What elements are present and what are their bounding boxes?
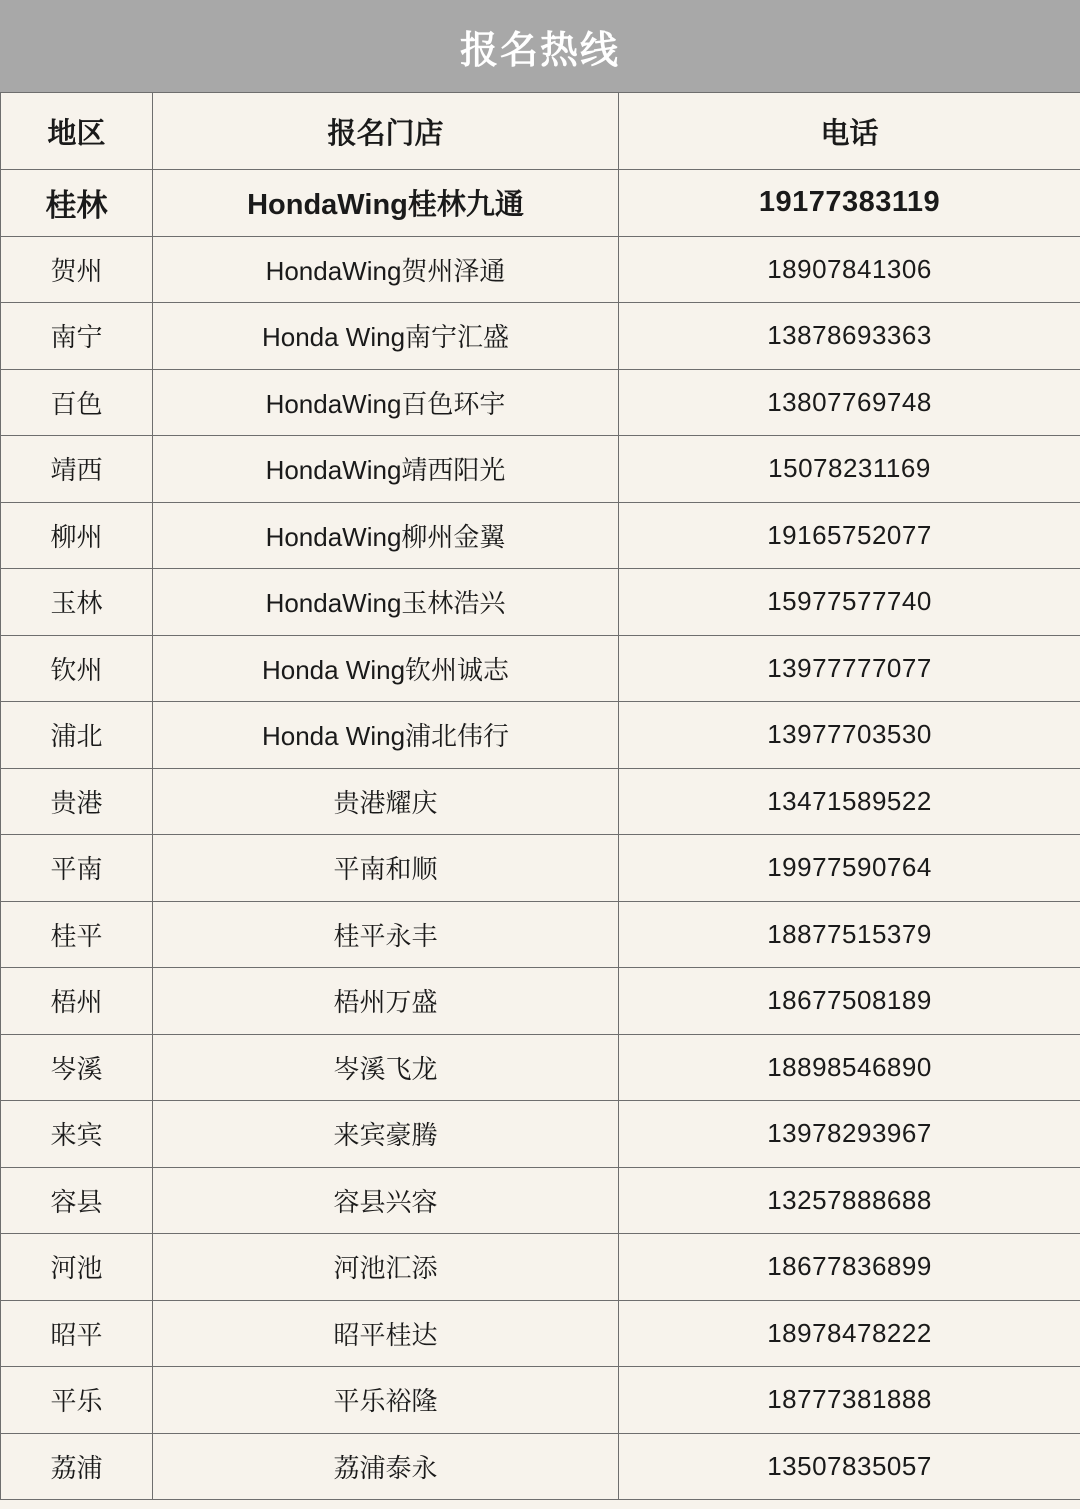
cell-store: Honda Wing浦北伟行: [153, 702, 619, 769]
cell-region: 容县: [1, 1167, 153, 1234]
cell-store: HondaWing百色环宇: [153, 369, 619, 436]
table-row: [1, 1367, 1080, 1434]
cell-phone[interactable]: 19165752077: [619, 502, 1080, 569]
cell-region: 玉林: [1, 569, 153, 636]
cell-region: 浦北: [1, 702, 153, 769]
table-row: [1, 569, 1080, 636]
cell-phone[interactable]: 13978293967: [619, 1101, 1080, 1168]
cell-phone[interactable]: 13257888688: [619, 1167, 1080, 1234]
table-row: [1, 236, 1080, 303]
cell-region: 贵港: [1, 768, 153, 835]
table-row: [1, 1167, 1080, 1234]
table-row: [1, 835, 1080, 902]
cell-region: 河池: [1, 1234, 153, 1301]
table-row: [1, 1034, 1080, 1101]
cell-phone[interactable]: 18978478222: [619, 1300, 1080, 1367]
table-row: [1, 968, 1080, 1035]
cell-phone[interactable]: 13507835057: [619, 1433, 1080, 1500]
cell-store: 贵港耀庆: [153, 768, 619, 835]
cell-store: HondaWing靖西阳光: [153, 436, 619, 503]
cell-store: 桂平永丰: [153, 901, 619, 968]
table-row: [1, 1101, 1080, 1168]
cell-region: 桂林: [1, 170, 153, 237]
cell-phone[interactable]: 18677836899: [619, 1234, 1080, 1301]
table-row: [1, 369, 1080, 436]
cell-region: 贺州: [1, 236, 153, 303]
column-header-store: 报名门店: [153, 93, 619, 170]
table-row: [1, 901, 1080, 968]
table-row: [1, 702, 1080, 769]
cell-phone[interactable]: 13977703530: [619, 702, 1080, 769]
cell-store: Honda Wing南宁汇盛: [153, 303, 619, 370]
table-row: [1, 170, 1080, 237]
cell-region: 南宁: [1, 303, 153, 370]
cell-phone[interactable]: 18898546890: [619, 1034, 1080, 1101]
table-header-row: [1, 93, 1080, 170]
cell-phone[interactable]: 15078231169: [619, 436, 1080, 503]
cell-region: 靖西: [1, 436, 153, 503]
cell-store: 昭平桂达: [153, 1300, 619, 1367]
cell-store: HondaWing桂林九通: [153, 170, 619, 237]
table-row: [1, 1300, 1080, 1367]
cell-phone[interactable]: 18907841306: [619, 236, 1080, 303]
cell-phone[interactable]: 18677508189: [619, 968, 1080, 1035]
cell-store: 平南和顺: [153, 835, 619, 902]
table-header: [1, 93, 1080, 170]
table-row: [1, 436, 1080, 503]
table-row: [1, 303, 1080, 370]
table-row: [1, 502, 1080, 569]
cell-phone[interactable]: 13977777077: [619, 635, 1080, 702]
hotline-table: [0, 92, 1080, 1500]
cell-region: 百色: [1, 369, 153, 436]
table-row: [1, 1433, 1080, 1500]
cell-store: 平乐裕隆: [153, 1367, 619, 1434]
cell-store: 容县兴容: [153, 1167, 619, 1234]
cell-store: HondaWing柳州金翼: [153, 502, 619, 569]
cell-region: 昭平: [1, 1300, 153, 1367]
cell-region: 来宾: [1, 1101, 153, 1168]
cell-store: 河池汇添: [153, 1234, 619, 1301]
cell-region: 桂平: [1, 901, 153, 968]
cell-phone[interactable]: 15977577740: [619, 569, 1080, 636]
cell-region: 平南: [1, 835, 153, 902]
page-title: 报名热线: [459, 29, 620, 72]
cell-store: 荔浦泰永: [153, 1433, 619, 1500]
column-header-phone: 电话: [619, 93, 1080, 170]
cell-phone[interactable]: 13471589522: [619, 768, 1080, 835]
cell-store: Honda Wing钦州诚志: [153, 635, 619, 702]
table-row: [1, 768, 1080, 835]
cell-store: 梧州万盛: [153, 968, 619, 1035]
cell-phone[interactable]: 13878693363: [619, 303, 1080, 370]
cell-region: 梧州: [1, 968, 153, 1035]
column-header-region: 地区: [1, 93, 153, 170]
table-row: [1, 635, 1080, 702]
cell-phone[interactable]: 13807769748: [619, 369, 1080, 436]
table-body: [1, 170, 1080, 1500]
cell-region: 钦州: [1, 635, 153, 702]
cell-store: 岑溪飞龙: [153, 1034, 619, 1101]
cell-phone[interactable]: 18877515379: [619, 901, 1080, 968]
cell-region: 岑溪: [1, 1034, 153, 1101]
cell-region: 荔浦: [1, 1433, 153, 1500]
cell-phone[interactable]: 19977590764: [619, 835, 1080, 902]
cell-phone[interactable]: 19177383119: [619, 170, 1080, 237]
table-row: [1, 1234, 1080, 1301]
cell-region: 柳州: [1, 502, 153, 569]
cell-store: HondaWing贺州泽通: [153, 236, 619, 303]
cell-phone[interactable]: 18777381888: [619, 1367, 1080, 1434]
cell-store: HondaWing玉林浩兴: [153, 569, 619, 636]
cell-region: 平乐: [1, 1367, 153, 1434]
cell-store: 来宾豪腾: [153, 1101, 619, 1168]
page-header: [0, 0, 1080, 92]
